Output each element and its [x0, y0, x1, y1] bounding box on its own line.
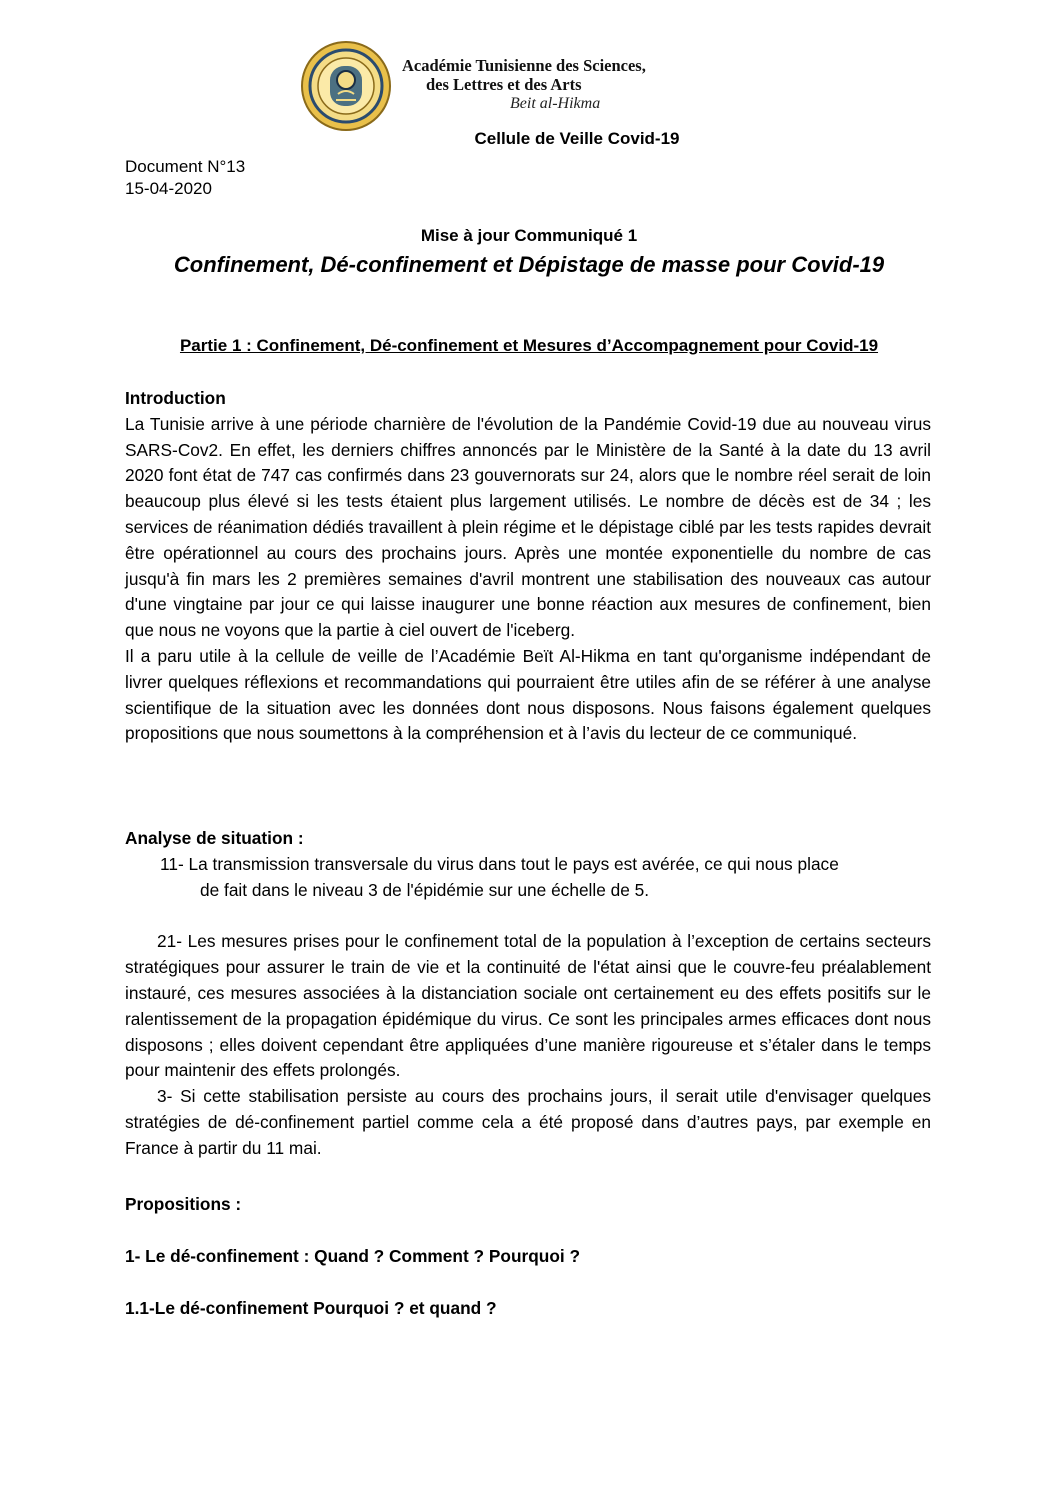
- part-title: Partie 1 : Confinement, Dé-confinement et Mesures d’Accompagnement pour Covid-19: [179, 336, 879, 355]
- propositions-subheading-1-1: 1.1-Le dé-confinement Pourquoi ? et quand ?: [125, 1297, 497, 1318]
- update-label: Mise à jour Communiqué 1: [420, 226, 638, 245]
- academy-name-line-3: Beit al-Hikma: [510, 95, 601, 112]
- analyse-item-3: 3- Si cette stabilisation persiste au cours des prochains jours, il serait utile d'envisager quelques stratégies de dé-confinement partiel comme cela a été proposé dans d’autres pays, par exemple en France à partir du 11 mai.: [125, 1086, 931, 1158]
- main-title: Confinement, Dé-confinement et Dépistage de masse pour Covid-19: [173, 252, 885, 277]
- document-number: Document N°13: [125, 157, 246, 176]
- analyse-heading: Analyse de situation :: [125, 828, 304, 848]
- analyse-item-1: [125, 852, 931, 904]
- analyse-item-1-line-2: de fait dans le niveau 3 de l'épidémie sur une échelle de 5.: [200, 879, 650, 900]
- analyse-item-2: 21- Les mesures prises pour le confinement total de la population à l’exception de certains secteurs stratégiques pour assurer le train de vie et la continuité de l'état ainsi que le couvre-feu préalablement instauré, ces mesures associées à la distanciation sociale ont certainement eu des effets positifs sur le ralentissement de la propagation épidémique du virus. Ce sont les principales armes efficaces dont nous disposons ; elles doivent cependant être appliquées d’une manière rigoureuse et s’étaler dans le temps pour maintenir des effets prolongés.: [125, 931, 931, 1081]
- introduction-paragraph-2: Il a paru utile à la cellule de veille de l’Académie Beït Al-Hikma en tant qu'organisme indépendant de livrer quelques réflexions et recommandations qui pourraient être utiles afin de se référer à une analyse scientifique de la situation avec les données dont nous disposons. Nous faisons également quelques propositions que nous soumettons à la compréhension et à l’avis du lecteur de ce communiqué.: [125, 645, 931, 744]
- introduction-paragraph-1: La Tunisie arrive à une période charnière de l'évolution de la Pandémie Covid-19 due au nouveau virus SARS-Cov2. En effet, les derniers chiffres annoncés par le Ministère de la Santé à la date du 13 avril 2020 font état de 747 cas confirmés dans 23 gouvernorats sur 24, alors que le nombre réel serait de loin beaucoup plus élevé si les tests étaient plus largement utilisés. Le nombre de décès est de 34 ; les services de réanimation dédiés travaillent à plein régime et le dépistage ciblé par les tests rapides devrait être opérationnel au cours des prochains jours. Après une montée exponentielle du nombre de cas jusqu'à fin mars les 2 premières semaines d'avril montrent une stabilisation des nouveaux cas autour d'une vingtaine par jour ce qui laisse inaugurer une bonne réaction aux mesures de confinement, bien que nous ne voyons que la partie à ciel ouvert de l'iceberg.: [125, 413, 931, 641]
- propositions-heading: Propositions :: [125, 1194, 242, 1214]
- propositions-section: [125, 1192, 931, 1321]
- academy-seal-logo: [300, 40, 392, 132]
- analyse-section: [125, 826, 931, 1162]
- academy-name: [402, 56, 646, 113]
- introduction-heading: Introduction: [125, 388, 226, 408]
- document-info: [125, 156, 245, 200]
- academy-name-line-2: des Lettres et des Arts: [426, 75, 582, 94]
- introduction-section: [125, 386, 931, 747]
- cellule-title: Cellule de Veille Covid-19: [474, 129, 680, 148]
- propositions-subheading-1: 1- Le dé-confinement : Quand ? Comment ? Pourquoi ?: [125, 1245, 581, 1266]
- document-date: 15-04-2020: [125, 179, 212, 198]
- academy-name-line-1: Académie Tunisienne des Sciences,: [402, 56, 646, 75]
- analyse-item-1-line-1: 11- La transmission transversale du virus dans tout le pays est avérée, ce qui nous place: [160, 853, 839, 874]
